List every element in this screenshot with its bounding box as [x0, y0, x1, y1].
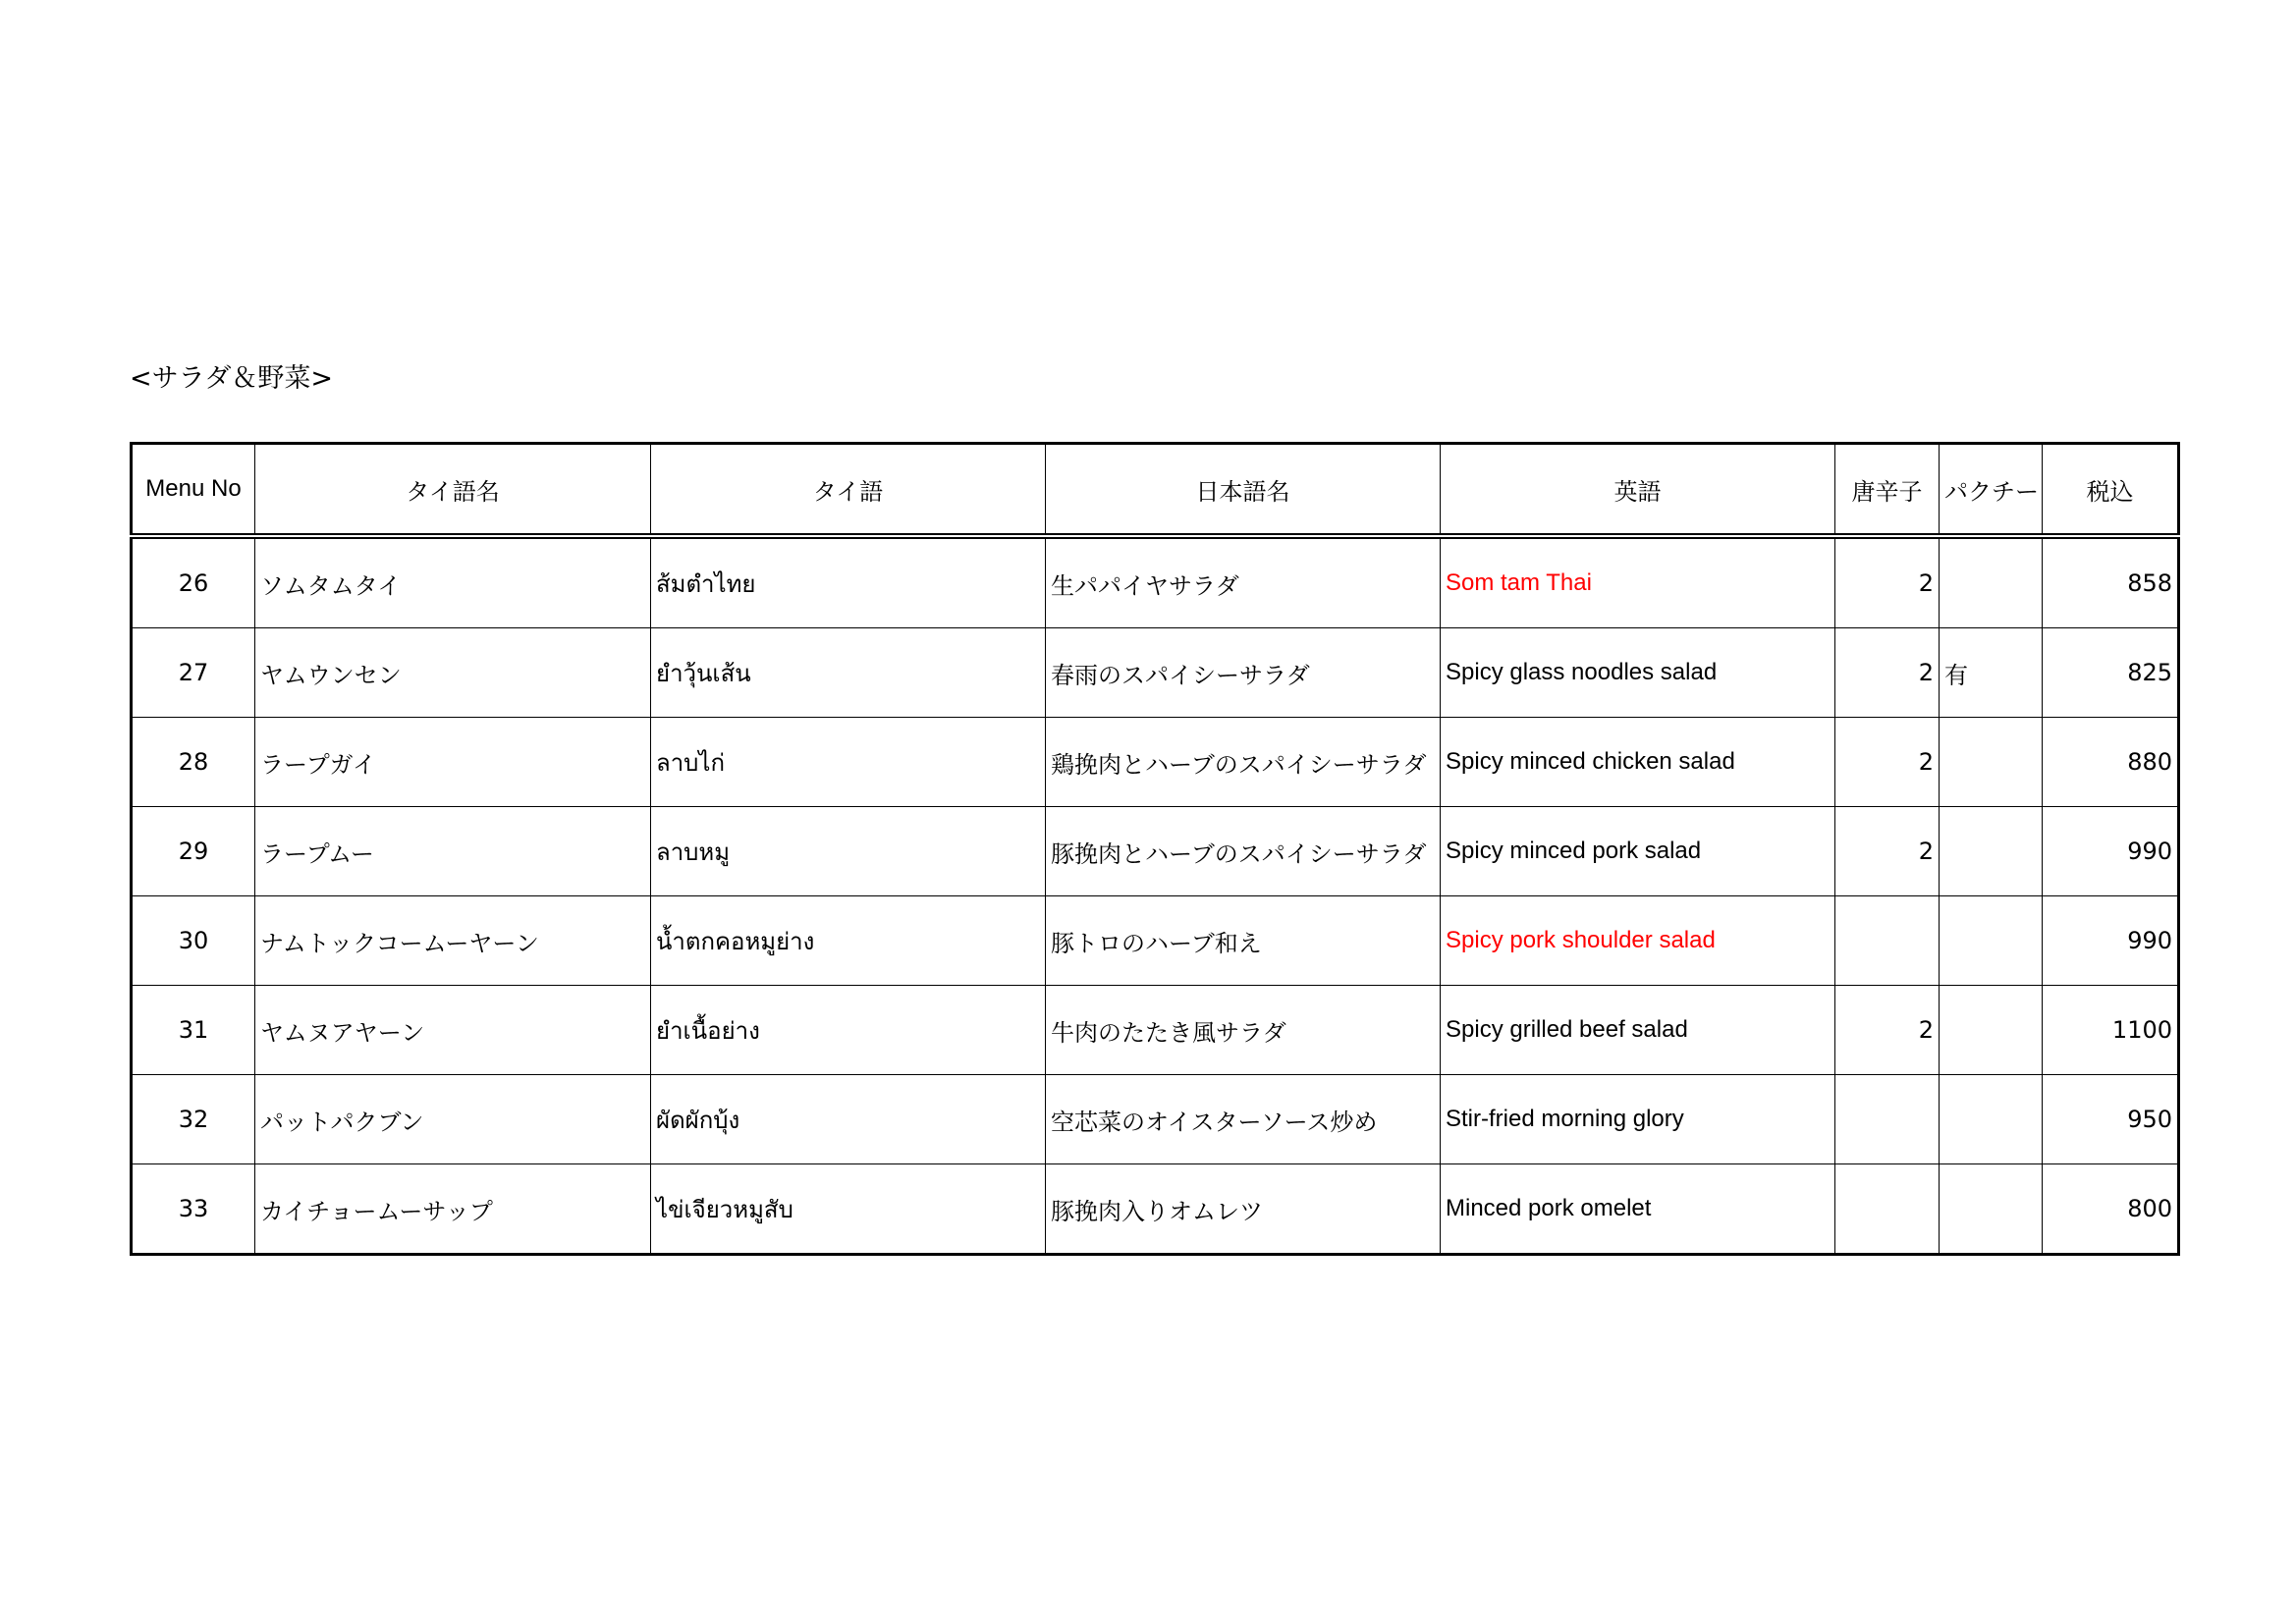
table-row	[132, 718, 2179, 807]
cell-coriander	[1940, 896, 2043, 986]
cell-coriander: 有	[1940, 628, 2043, 718]
cell-chili	[1835, 1164, 1940, 1255]
cell-thai: ลาบหมู	[651, 807, 1046, 896]
cell-menu-no: 32	[132, 1075, 255, 1164]
table-header-row	[132, 444, 2179, 537]
cell-english: Stir-fried morning glory	[1441, 1075, 1835, 1164]
cell-english: Minced pork omelet	[1441, 1164, 1835, 1255]
cell-price: 950	[2043, 1075, 2179, 1164]
header-chili: 唐辛子	[1835, 444, 1940, 537]
cell-english: Spicy grilled beef salad	[1441, 986, 1835, 1075]
cell-menu-no: 26	[132, 536, 255, 628]
cell-thai: ผัดผักบุ้ง	[651, 1075, 1046, 1164]
cell-english: Spicy minced pork salad	[1441, 807, 1835, 896]
cell-chili: 2	[1835, 718, 1940, 807]
table-row	[132, 1075, 2179, 1164]
cell-japanese: 春雨のスパイシーサラダ	[1046, 628, 1441, 718]
cell-thai-kana: パットパクブン	[255, 1075, 651, 1164]
header-menu-no: Menu No	[132, 444, 255, 537]
cell-price: 800	[2043, 1164, 2179, 1255]
cell-thai: น้ำตกคอหมูย่าง	[651, 896, 1046, 986]
cell-coriander	[1940, 718, 2043, 807]
cell-chili	[1835, 1075, 1940, 1164]
cell-menu-no: 31	[132, 986, 255, 1075]
table-row	[132, 536, 2179, 628]
section-title: <サラダ＆野菜>	[130, 363, 333, 394]
menu-table	[130, 442, 2180, 1256]
cell-english: Spicy minced chicken salad	[1441, 718, 1835, 807]
cell-price: 858	[2043, 536, 2179, 628]
table-row	[132, 986, 2179, 1075]
cell-japanese: 豚トロのハーブ和え	[1046, 896, 1441, 986]
cell-japanese: 牛肉のたたき風サラダ	[1046, 986, 1441, 1075]
cell-menu-no: 28	[132, 718, 255, 807]
header-thai-kana: タイ語名	[255, 444, 651, 537]
cell-japanese: 豚挽肉入りオムレツ	[1046, 1164, 1441, 1255]
cell-menu-no: 30	[132, 896, 255, 986]
cell-price: 825	[2043, 628, 2179, 718]
cell-coriander	[1940, 1164, 2043, 1255]
cell-coriander	[1940, 536, 2043, 628]
header-coriander: パクチー	[1940, 444, 2043, 537]
cell-japanese: 生パパイヤサラダ	[1046, 536, 1441, 628]
cell-thai: ไข่เจียวหมูสับ	[651, 1164, 1046, 1255]
cell-thai: ลาบไก่	[651, 718, 1046, 807]
cell-thai: ยำวุ้นเส้น	[651, 628, 1046, 718]
cell-menu-no: 33	[132, 1164, 255, 1255]
cell-english: Spicy pork shoulder salad	[1441, 896, 1835, 986]
cell-thai-kana: ヤムヌアヤーン	[255, 986, 651, 1075]
table-row	[132, 896, 2179, 986]
cell-japanese: 鶏挽肉とハーブのスパイシーサラダ	[1046, 718, 1441, 807]
cell-coriander	[1940, 986, 2043, 1075]
cell-thai-kana: ヤムウンセン	[255, 628, 651, 718]
cell-chili: 2	[1835, 986, 1940, 1075]
header-japanese: 日本語名	[1046, 444, 1441, 537]
cell-thai: ยำเนื้อย่าง	[651, 986, 1046, 1075]
cell-thai: ส้มตำไทย	[651, 536, 1046, 628]
table-row	[132, 628, 2179, 718]
cell-price: 990	[2043, 807, 2179, 896]
cell-japanese: 豚挽肉とハーブのスパイシーサラダ	[1046, 807, 1441, 896]
cell-chili: 2	[1835, 628, 1940, 718]
cell-price: 990	[2043, 896, 2179, 986]
table-body	[132, 536, 2179, 1255]
cell-thai-kana: ラープガイ	[255, 718, 651, 807]
cell-english: Som tam Thai	[1441, 536, 1835, 628]
cell-thai-kana: カイチョームーサップ	[255, 1164, 651, 1255]
cell-thai-kana: ラープムー	[255, 807, 651, 896]
cell-price: 1100	[2043, 986, 2179, 1075]
cell-menu-no: 27	[132, 628, 255, 718]
cell-chili: 2	[1835, 536, 1940, 628]
cell-coriander	[1940, 1075, 2043, 1164]
cell-japanese: 空芯菜のオイスターソース炒め	[1046, 1075, 1441, 1164]
table-row	[132, 1164, 2179, 1255]
header-english: 英語	[1441, 444, 1835, 537]
cell-chili	[1835, 896, 1940, 986]
cell-thai-kana: ナムトックコームーヤーン	[255, 896, 651, 986]
table-row	[132, 807, 2179, 896]
cell-thai-kana: ソムタムタイ	[255, 536, 651, 628]
header-thai: タイ語	[651, 444, 1046, 537]
cell-coriander	[1940, 807, 2043, 896]
cell-menu-no: 29	[132, 807, 255, 896]
cell-price: 880	[2043, 718, 2179, 807]
header-price: 税込	[2043, 444, 2179, 537]
cell-chili: 2	[1835, 807, 1940, 896]
cell-english: Spicy glass noodles salad	[1441, 628, 1835, 718]
